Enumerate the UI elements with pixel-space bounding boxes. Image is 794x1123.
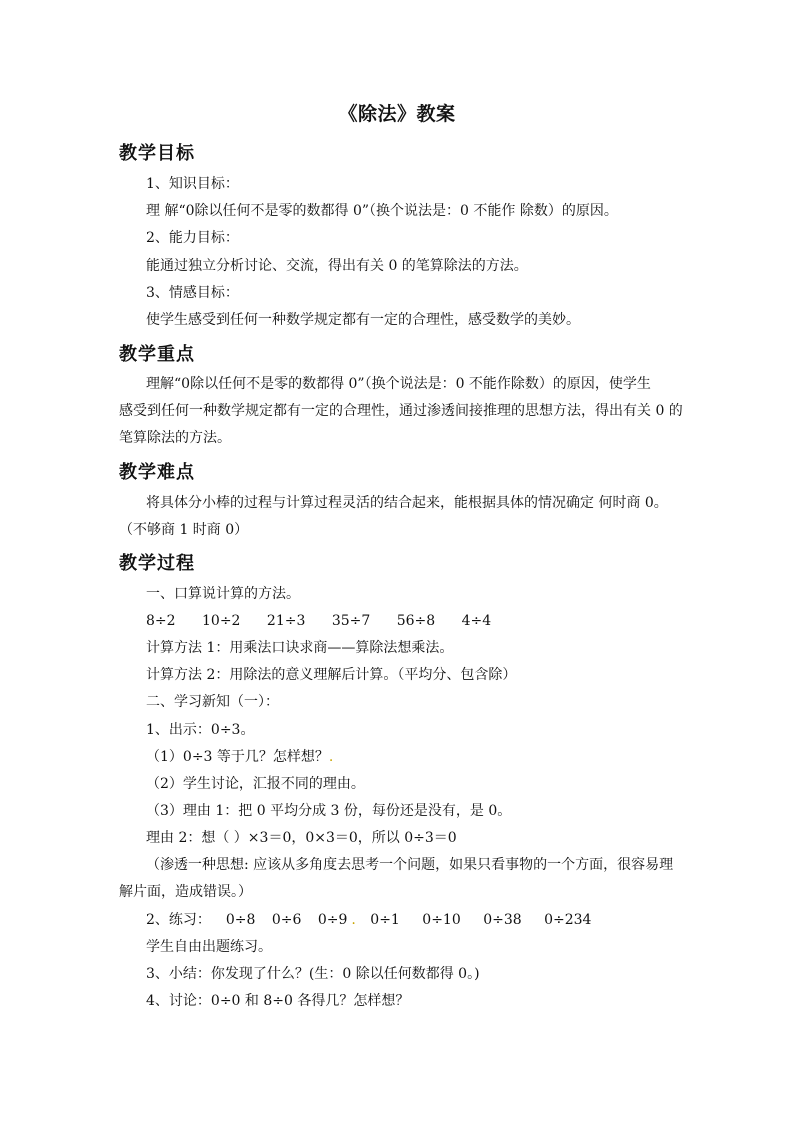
- practice-item: 0÷234: [544, 912, 592, 928]
- idea-line: （渗透一种思想: 应该从多角度去思考一个问题，如果只看事物的一个方面，很容易理: [146, 857, 674, 873]
- calc-item: 56÷8: [396, 613, 436, 629]
- reason-line: 理由 2：想（ ）×3＝0，0×3＝0，所以 0÷3＝0: [146, 830, 457, 846]
- calc-item: 8÷2: [146, 613, 176, 629]
- process-line: 一、口算说计算的方法。: [146, 586, 300, 602]
- difficulty-line: 将具体分小棒的过程与计算过程灵活的结合起来，能根据具体的情况确定 何时商 0。: [146, 495, 668, 511]
- practice-item: 0÷8: [225, 912, 256, 928]
- process-line: 二、学习新知（一）：: [146, 694, 279, 710]
- practice-row: [146, 911, 591, 929]
- document-title: 《除法》教案: [338, 103, 456, 125]
- question-line: （2）学生讨论，汇报不同的理由。: [146, 776, 365, 792]
- calc-item: 35÷7: [331, 613, 371, 629]
- method-line: 计算方法 2：用除法的意义理解后计算。（平均分、包含除）: [146, 667, 517, 683]
- goal-line: 使学生感受到任何一种数学规定都有一定的合理性，感受数学的美妙。: [146, 312, 580, 328]
- key-point-line: 笔算除法的方法。: [119, 430, 231, 446]
- question-line: [146, 748, 333, 766]
- goal-line: 能通过独立分析讨论、交流，得出有关 0 的笔算除法的方法。: [146, 258, 528, 274]
- mental-calc-row: [146, 612, 491, 630]
- calc-item: 21÷3: [266, 613, 306, 629]
- question-line: （3）理由 1：把 0 平均分成 3 份，每份还是没有，是 0。: [146, 803, 512, 819]
- section-heading-goals: 教学目标: [119, 143, 195, 164]
- key-point-line: 感受到任何一种数学规定都有一定的合理性，通过渗透间接推理的思想方法，得出有关 0 的: [119, 403, 683, 419]
- section-heading-difficulties: 教学难点: [119, 462, 195, 483]
- calc-item: 10÷2: [202, 613, 241, 629]
- discussion-line: 4、讨论：0÷0 和 8÷0 各得几？怎样想？: [146, 993, 410, 1009]
- practice-label: 2、练习：: [146, 912, 211, 928]
- section-heading-process: 教学过程: [119, 553, 195, 574]
- mark-dot: .: [328, 749, 334, 765]
- process-line: 学生自由出题练习。: [146, 939, 272, 955]
- practice-item: 0÷10: [422, 912, 461, 928]
- method-line: 计算方法 1：用乘法口诀求商——算除法想乘法。: [146, 640, 454, 656]
- practice-item: 0÷1: [370, 912, 400, 928]
- practice-item: 0÷38: [483, 912, 522, 928]
- question-text: （1）0÷3 等于几？怎样想？: [146, 749, 329, 765]
- idea-line: 解片面，造成错误。）: [119, 884, 252, 900]
- summary-line: 3、小结：你发现了什么？(生：0 除以任何数都得 0。): [146, 966, 480, 982]
- goal-line: 3、情感目标：: [146, 285, 239, 301]
- key-point-line: 理解“0除以任何不是零的数都得 0”（换个说法是：0 不能作除数）的原因，使学生: [146, 376, 651, 392]
- goal-line: 1、知识目标：: [146, 176, 239, 192]
- process-line: 1、出示：0÷3。: [146, 722, 255, 738]
- difficulty-line: （不够商 1 时商 0）: [119, 522, 249, 538]
- goal-line: 2、能力目标：: [146, 230, 239, 246]
- goal-line: 理 解“0除以任何不是零的数都得 0”（换个说法是：0 不能作 除数）的原因。: [146, 203, 618, 219]
- mark-dot: .: [351, 912, 356, 928]
- practice-item: 0÷6: [271, 912, 302, 928]
- calc-item: 4÷4: [461, 613, 492, 629]
- section-heading-key-points: 教学重点: [119, 344, 195, 365]
- practice-item: 0÷9: [317, 912, 348, 928]
